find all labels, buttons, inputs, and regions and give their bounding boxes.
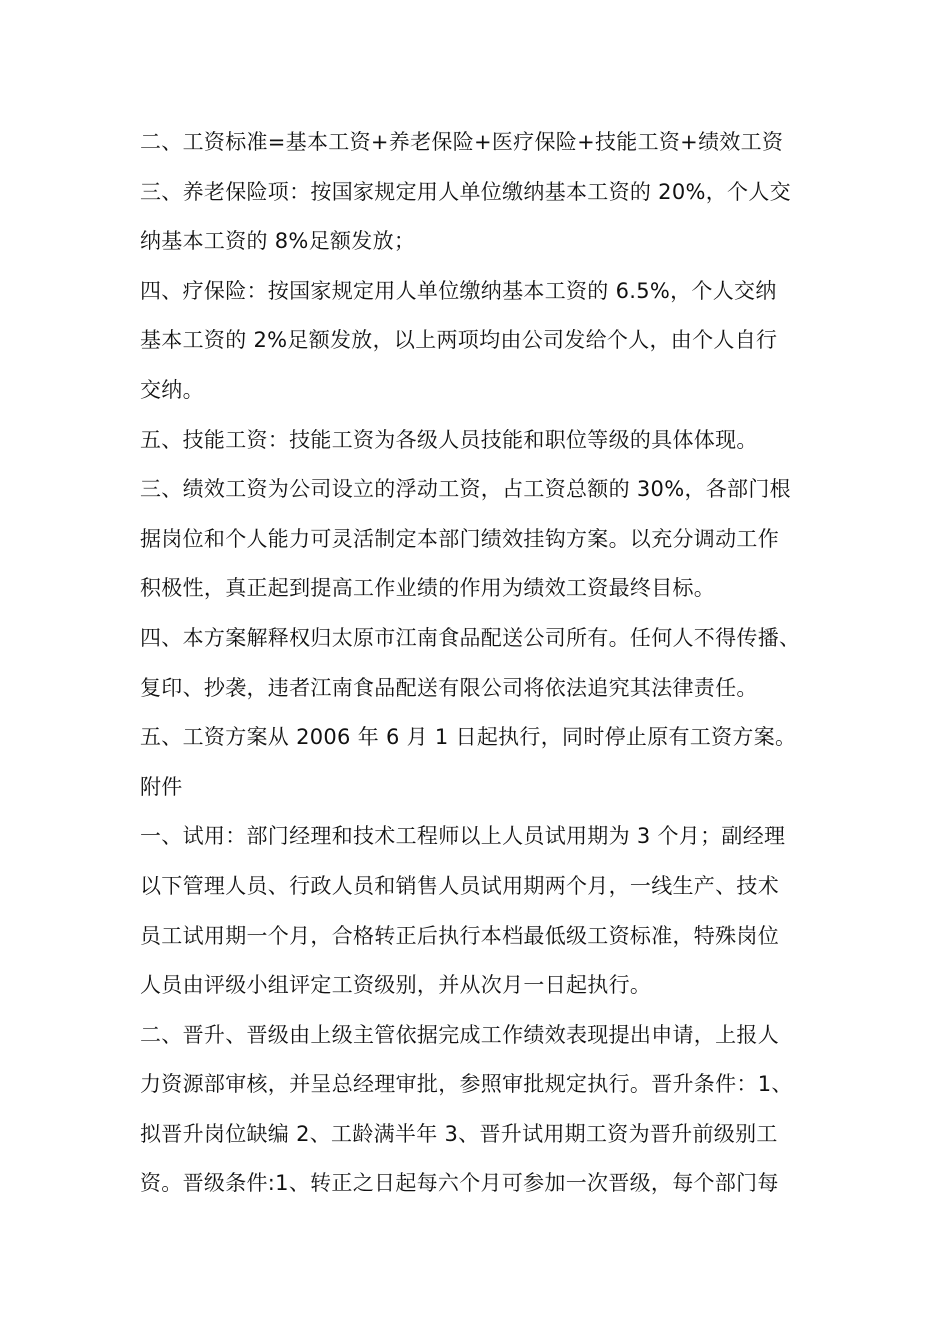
text-line: 据岗位和个人能力可灵活制定本部门绩效挂钩方案。以充分调动工作 xyxy=(140,526,779,551)
text-line: 三、养老保险项：按国家规定用人单位缴纳基本工资的 20%，个人交 xyxy=(140,179,791,204)
text-line: 以下管理人员、行政人员和销售人员试用期两个月，一线生产、技术 xyxy=(140,873,779,898)
text-line: 拟晋升岗位缺编 2、工龄满半年 3、晋升试用期工资为晋升前级别工 xyxy=(140,1121,778,1146)
text-line: 五、工资方案从 2006 年 6 月 1 日起执行，同时停止原有工资方案。 xyxy=(140,725,797,750)
text-line: 积极性，真正起到提高工作业绩的作用为绩效工资最终目标。 xyxy=(140,576,716,601)
document-body xyxy=(140,118,840,1209)
text-line: 二、工资标准=基本工资+养老保险+医疗保险+技能工资+绩效工资 xyxy=(140,130,784,154)
text-line: 复印、抄袭，违者江南食品配送有限公司将依法追究其法律责任。 xyxy=(140,675,758,700)
text-line: 员工试用期一个月，合格转正后执行本档最低级工资标准，特殊岗位 xyxy=(140,923,779,948)
text-line: 人员由评级小组评定工资级别，并从次月一日起执行。 xyxy=(140,973,652,998)
text-line: 基本工资的 2%足额发放，以上两项均由公司发给个人，由个人自行 xyxy=(140,328,778,353)
text-line: 资。晋级条件:1、转正之日起每六个月可参加一次晋级，每个部门每 xyxy=(140,1171,779,1196)
text-line: 二、晋升、晋级由上级主管依据完成工作绩效表现提出申请，上报人 xyxy=(140,1022,779,1047)
text-line: 一、试用：部门经理和技术工程师以上人员试用期为 3 个月；副经理 xyxy=(140,824,786,849)
text-line: 力资源部审核，并呈总经理审批，参照审批规定执行。晋升条件：1、 xyxy=(140,1072,793,1097)
text-line: 四、本方案解释权归太原市江南食品配送公司所有。任何人不得传播、 xyxy=(140,625,801,650)
text-line: 五、技能工资：技能工资为各级人员技能和职位等级的具体体现。 xyxy=(140,427,758,452)
text-line: 附件 xyxy=(140,774,183,799)
text-line: 纳基本工资的 8%足额发放； xyxy=(140,229,416,254)
text-line: 交纳。 xyxy=(140,377,204,402)
text-line: 四、疗保险：按国家规定用人单位缴纳基本工资的 6.5%，个人交纳 xyxy=(140,278,777,303)
text-line: 三、绩效工资为公司设立的浮动工资，占工资总额的 30%，各部门根 xyxy=(140,477,791,502)
